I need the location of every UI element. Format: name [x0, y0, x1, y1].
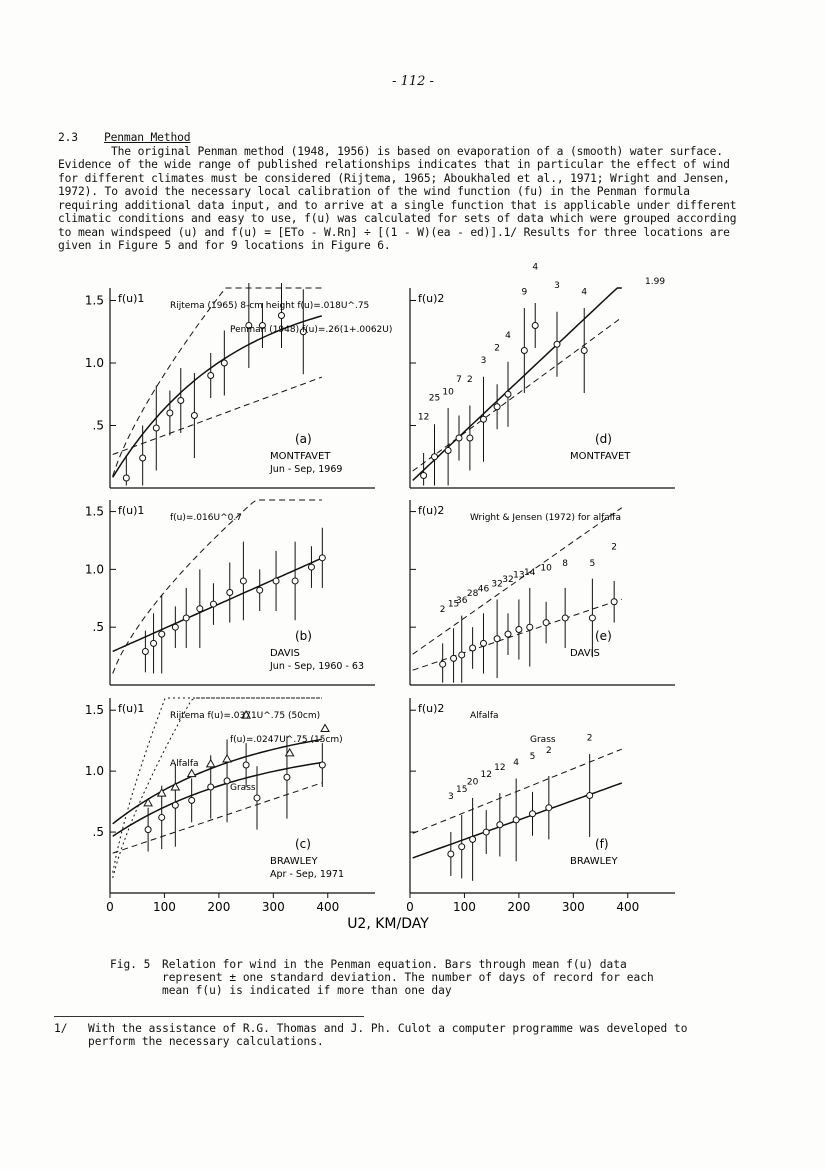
data-point: [448, 851, 454, 857]
panel-label: (b): [295, 629, 312, 643]
data-point: [208, 373, 214, 379]
curve-a-0: [113, 288, 322, 476]
y-tick-label: 1.0: [84, 562, 104, 577]
day-count: 4: [513, 758, 520, 769]
data-point: [543, 620, 549, 626]
panel-label: (a): [295, 432, 312, 446]
data-point: [421, 473, 427, 479]
day-count: 28: [466, 588, 479, 599]
day-count: 25: [428, 393, 441, 404]
panel-period: Jun - Sep, 1969: [270, 464, 343, 475]
data-point: [532, 323, 538, 329]
x-axis-label: U2, KM/DAY: [347, 916, 429, 932]
day-count: 7: [456, 374, 462, 385]
data-point: [459, 844, 465, 850]
data-point: [257, 587, 263, 593]
data-point: [521, 348, 527, 354]
data-point: [197, 606, 203, 612]
panel-location: BRAWLEY: [570, 856, 618, 867]
data-point: [440, 661, 446, 667]
day-count: 9: [521, 287, 528, 298]
data-point: [530, 811, 536, 817]
footnote-line: With the assistance of R.G. Thomas and J. Ph. Culot a computer programme was developed to: [88, 1022, 688, 1035]
data-point-triangle: [188, 770, 196, 777]
page-number: - 112 -: [392, 74, 434, 89]
data-point: [581, 348, 587, 354]
y-axis-label: f(u)2: [418, 504, 445, 517]
x-tick-label: 400: [316, 900, 340, 914]
data-point: [151, 640, 157, 646]
data-point: [178, 398, 184, 404]
panel-period: Jun - Sep, 1960 - 63: [270, 661, 364, 672]
data-point: [481, 640, 487, 646]
curve-label: Rijtema f(u)=.0371U^.75 (50cm): [170, 711, 321, 721]
data-point: [240, 578, 246, 584]
data-point: [494, 404, 500, 410]
data-point: [243, 762, 249, 768]
y-tick-label: .5: [92, 620, 104, 635]
day-count: 4: [505, 331, 511, 341]
data-point: [546, 805, 552, 811]
paragraph-line: requiring additional data input, and to arrive at a single function that is applicable under different: [58, 198, 737, 212]
x-tick-label: 200: [207, 900, 231, 914]
figure-caption: [110, 958, 710, 997]
x-tick-label: 0: [106, 900, 114, 914]
day-count: 32: [491, 579, 503, 590]
data-point: [562, 615, 568, 621]
data-point: [167, 410, 173, 416]
footnote: [54, 1022, 744, 1048]
footnote-rule: [54, 1016, 364, 1017]
data-point: [140, 455, 146, 461]
data-point: [172, 624, 178, 630]
y-axis-label: f(u)1: [118, 702, 145, 715]
data-point-triangle: [321, 724, 329, 731]
data-point: [159, 631, 165, 637]
x-tick-label: 100: [152, 900, 176, 914]
paragraph-line: 1972). To avoid the necessary local calibration of the wind function (fu) in the Penman formula: [58, 185, 690, 198]
curve-c-0: [113, 698, 322, 873]
data-point: [142, 648, 148, 654]
data-point: [589, 615, 595, 621]
curve-b-1: [113, 558, 322, 651]
day-count: 32: [502, 575, 514, 586]
data-point: [516, 627, 522, 633]
data-point: [153, 425, 159, 431]
panel-label: (c): [295, 837, 311, 851]
panel-label: (d): [595, 432, 612, 446]
paragraph-line: The original Penman method (1948, 1956) is based on evaporation of a (smooth) water surface.: [111, 144, 723, 158]
day-count: 15: [455, 784, 468, 795]
curve-a-1: [113, 377, 322, 454]
panel-location: DAVIS: [270, 648, 300, 659]
y-axis-label: f(u)2: [418, 702, 445, 715]
day-count: 46: [477, 584, 490, 595]
day-count: 2: [467, 374, 473, 385]
caption-line: represent ± one standard deviation. The number of days of record for each: [162, 971, 654, 984]
x-tick-label: 100: [452, 900, 476, 914]
data-point: [470, 836, 476, 842]
panel-location: DAVIS: [570, 648, 600, 659]
figure-5-plots: [68, 262, 708, 938]
data-point: [273, 578, 279, 584]
curve-label: Grass: [530, 735, 556, 745]
paragraph-line: for different climates must be considered (Rijtema, 1965; Aboukhaled et al., 1971; Wright and Jensen,: [58, 171, 730, 185]
data-point: [505, 391, 511, 397]
curve-label: Grass: [230, 783, 256, 793]
panel-location: BRAWLEY: [270, 856, 318, 867]
paragraph-line: given in Figure 5 and for 9 locations in Figure 6.: [58, 239, 391, 252]
data-point: [527, 624, 533, 630]
curve-label: Rijtema (1965) 8-cm height f(u)=.018U^.75: [170, 301, 370, 311]
paragraph-line: to mean windspeed (u) and f(u) = [ETo - W.Rn] ÷ [(1 - W)(ea - ed)].1/ Results for three locations are: [58, 225, 730, 239]
data-point: [432, 454, 438, 460]
x-tick-label: 200: [507, 900, 531, 914]
y-axis-label: f(u)2: [418, 292, 445, 305]
day-count: 2: [494, 343, 500, 354]
data-point: [470, 645, 476, 651]
y-tick-label: .5: [92, 418, 104, 433]
data-point: [467, 435, 473, 441]
data-point: [459, 652, 465, 658]
day-count: 4: [532, 262, 539, 273]
data-point: [554, 341, 560, 347]
curve-c-3: [113, 763, 322, 837]
data-point: [319, 555, 325, 561]
top-label: 1.99: [645, 277, 666, 287]
data-point: [221, 360, 227, 366]
day-count: 10: [540, 563, 552, 574]
day-count: 2: [439, 605, 446, 616]
footnote-mark: 1/: [54, 1022, 68, 1035]
day-count: 20: [466, 777, 479, 788]
day-count: 36: [455, 595, 468, 606]
data-point: [254, 795, 260, 801]
caption-line: mean f(u) is indicated if more than one day: [162, 984, 452, 997]
section-penman: [58, 131, 764, 253]
data-point: [494, 636, 500, 642]
data-point: [191, 413, 197, 419]
day-count: 13: [513, 570, 525, 581]
data-point: [183, 615, 189, 621]
data-point: [513, 817, 519, 823]
data-point: [451, 655, 457, 661]
y-tick-label: 1.5: [84, 703, 104, 718]
day-count: 2: [545, 745, 552, 756]
section-number: 2.3: [58, 131, 78, 144]
data-point: [308, 564, 314, 570]
panel-label: (e): [595, 629, 612, 643]
figure-5: [68, 262, 708, 938]
panel-label: (f): [595, 837, 609, 851]
data-point: [123, 475, 129, 481]
data-point: [445, 448, 451, 454]
panel-period: Apr - Sep, 1971: [270, 869, 345, 880]
y-tick-label: 1.0: [84, 356, 104, 370]
paragraph-line: climatic conditions and easy to use, f(u) was calculated for sets of data which were grouped according: [58, 212, 737, 225]
day-count: 5: [589, 558, 596, 569]
data-point: [279, 313, 285, 319]
footnote-line: perform the necessary calculations.: [88, 1035, 324, 1048]
day-count: 2: [611, 542, 618, 553]
y-axis-label: f(u)1: [118, 292, 145, 305]
y-axis-label: f(u)1: [118, 504, 145, 517]
day-count: 3: [447, 792, 454, 803]
data-point: [159, 814, 165, 820]
day-count: 10: [442, 387, 454, 398]
data-point: [145, 827, 151, 833]
y-tick-label: 1.5: [84, 293, 104, 308]
panel-location: MONTFAVET: [270, 451, 331, 462]
data-point-triangle: [207, 760, 215, 767]
curve-label: Wright & Jensen (1972) for alfalfa: [470, 513, 621, 523]
day-count: 12: [480, 770, 492, 781]
x-tick-label: 300: [261, 900, 285, 914]
curve-label: f(u)=.016U^0.7: [170, 513, 242, 523]
data-point: [319, 762, 325, 768]
day-count: 3: [554, 281, 560, 291]
x-tick-label: 300: [561, 900, 585, 914]
data-point: [210, 601, 216, 607]
data-point-triangle: [223, 755, 231, 762]
day-count: 4: [581, 287, 588, 298]
caption-line: Relation for wind in the Penman equation. Bars through mean f(u) data: [162, 958, 627, 971]
data-point-triangle: [144, 799, 152, 806]
data-point: [505, 631, 511, 637]
data-point: [172, 802, 178, 808]
data-point: [611, 599, 617, 605]
data-point: [189, 797, 195, 803]
section-paragraph: [58, 145, 764, 253]
day-count: 3: [480, 356, 487, 366]
section-heading: [58, 131, 764, 145]
y-tick-label: 1.0: [84, 764, 104, 779]
data-point-triangle: [171, 783, 179, 790]
curve-label: Alfalfa: [470, 711, 499, 721]
day-count: 5: [529, 751, 536, 762]
day-count: 2: [586, 733, 593, 744]
paragraph-line: Evidence of the wide range of published relationships indicates that in particular the effect of wind: [58, 158, 730, 171]
data-point: [483, 829, 489, 835]
data-point: [227, 590, 233, 596]
data-point: [292, 578, 298, 584]
day-count: 12: [417, 412, 430, 423]
curve-label: Penman (1948) f(u)=.26(1+.0062U): [230, 325, 393, 335]
data-point: [208, 784, 214, 790]
day-count: 12: [494, 762, 506, 773]
curve-label: f(u)=.0247U^.75 (15cm): [230, 735, 343, 745]
x-tick-label: 0: [406, 900, 414, 914]
day-count: 8: [562, 558, 569, 569]
data-point: [456, 435, 462, 441]
curve-label: Alfalfa: [170, 759, 199, 769]
x-tick-label: 400: [616, 900, 640, 914]
section-title: Penman Method: [103, 131, 191, 144]
caption-label: Fig. 5: [110, 958, 151, 971]
day-count: 15: [447, 599, 460, 610]
day-count: 14: [524, 568, 536, 579]
y-tick-label: 1.5: [84, 504, 104, 519]
data-point: [587, 793, 593, 799]
curve-c-1: [113, 698, 322, 878]
data-point: [481, 416, 487, 422]
y-tick-label: .5: [92, 825, 104, 840]
data-point: [284, 774, 290, 780]
data-point: [497, 822, 503, 828]
panel-location: MONTFAVET: [570, 451, 631, 462]
